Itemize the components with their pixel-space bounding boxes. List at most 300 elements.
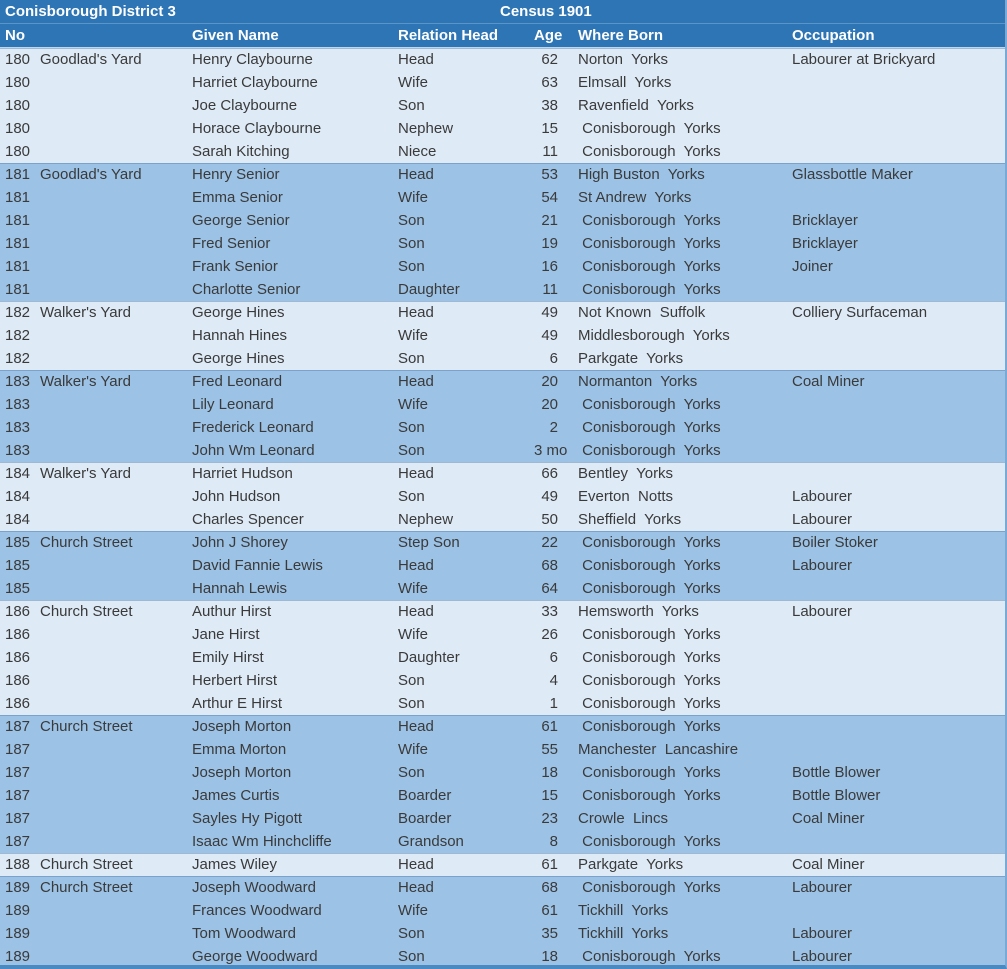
cell-relation_head[interactable]: Head: [398, 166, 434, 183]
cell-no[interactable]: 189: [5, 879, 31, 896]
cell-where_born[interactable]: Conisborough Yorks: [578, 626, 721, 643]
cell-no[interactable]: 181: [5, 235, 31, 252]
cell-no[interactable]: 180: [5, 120, 31, 137]
cell-relation_head[interactable]: Son: [398, 212, 425, 229]
cell-age[interactable]: 11: [542, 143, 558, 160]
cell-no[interactable]: 187: [5, 787, 31, 804]
cell-given_name[interactable]: Hannah Lewis: [192, 580, 288, 597]
cell-no[interactable]: 187: [5, 718, 31, 735]
cell-age[interactable]: 19: [541, 235, 558, 252]
cell-relation_head[interactable]: Head: [398, 557, 434, 574]
cell-occupation[interactable]: Labourer: [792, 879, 853, 896]
cell-occupation[interactable]: Bottle Blower: [792, 787, 881, 804]
cell-where_born[interactable]: Conisborough Yorks: [578, 442, 721, 459]
cell-age[interactable]: 16: [541, 258, 558, 275]
cell-occupation[interactable]: Labourer: [792, 511, 853, 528]
cell-age[interactable]: 23: [541, 810, 558, 827]
cell-occupation[interactable]: [792, 186, 1005, 209]
cell-where_born[interactable]: Conisborough Yorks: [578, 764, 721, 781]
cell-address[interactable]: [38, 623, 190, 646]
cell-relation_head[interactable]: Boarder: [398, 810, 452, 827]
cell-age[interactable]: 68: [541, 879, 558, 896]
cell-where_born[interactable]: Normanton Yorks: [578, 373, 698, 390]
cell-given_name[interactable]: George Woodward: [192, 948, 318, 965]
cell-no[interactable]: 186: [5, 649, 31, 666]
cell-address[interactable]: [38, 761, 190, 784]
cell-no[interactable]: 183: [5, 396, 31, 413]
table-body: [0, 48, 1005, 968]
cell-relation_head[interactable]: Son: [398, 948, 425, 965]
cell-given_name[interactable]: Emily Hirst: [192, 649, 264, 666]
cell-no[interactable]: 181: [5, 281, 31, 298]
cell-age[interactable]: 64: [541, 580, 558, 597]
cell-given_name[interactable]: Emma Senior: [192, 189, 283, 206]
cell-age[interactable]: 53: [541, 166, 558, 183]
cell-where_born[interactable]: Sheffield Yorks: [578, 511, 682, 528]
cell-address[interactable]: [38, 738, 190, 761]
cell-address[interactable]: Walker's Yard: [40, 373, 131, 390]
cell-no[interactable]: 181: [5, 212, 31, 229]
cell-no[interactable]: 186: [5, 672, 31, 689]
cell-given_name[interactable]: Frances Woodward: [192, 902, 322, 919]
cell-given_name[interactable]: Joseph Morton: [192, 718, 292, 735]
cell-age[interactable]: 6: [549, 649, 558, 666]
cell-age[interactable]: 62: [541, 51, 558, 68]
cell-relation_head[interactable]: Son: [398, 764, 425, 781]
cell-relation_head[interactable]: Head: [398, 879, 434, 896]
cell-where_born[interactable]: Conisborough Yorks: [578, 396, 721, 413]
cell-given_name[interactable]: Charles Spencer: [192, 511, 304, 528]
cell-address[interactable]: [38, 646, 190, 669]
cell-address[interactable]: [38, 554, 190, 577]
cell-age[interactable]: 8: [549, 833, 558, 850]
cell-age[interactable]: 11: [542, 281, 558, 298]
cell-age[interactable]: 49: [541, 304, 558, 321]
cell-no[interactable]: 181: [5, 166, 31, 183]
cell-occupation[interactable]: Labourer: [792, 948, 853, 965]
cell-age[interactable]: 35: [541, 925, 558, 942]
table-row: [0, 439, 1005, 462]
cell-relation_head[interactable]: Head: [398, 51, 434, 68]
cell-where_born[interactable]: Conisborough Yorks: [578, 212, 721, 229]
cell-where_born[interactable]: Conisborough Yorks: [578, 672, 721, 689]
cell-given_name[interactable]: John Wm Leonard: [192, 442, 315, 459]
cell-relation_head[interactable]: Son: [398, 97, 425, 114]
cell-no[interactable]: 180: [5, 74, 31, 91]
cell-age[interactable]: 54: [541, 189, 558, 206]
cell-no[interactable]: 188: [5, 856, 31, 873]
cell-no[interactable]: 187: [5, 810, 31, 827]
cell-where_born[interactable]: Conisborough Yorks: [578, 833, 721, 850]
cell-occupation[interactable]: [792, 646, 1005, 669]
table-row: [0, 278, 1005, 301]
table-row: [0, 577, 1005, 600]
cell-relation_head[interactable]: Son: [398, 695, 425, 712]
cell-age[interactable]: 49: [541, 327, 558, 344]
cell-occupation[interactable]: [792, 393, 1005, 416]
cell-relation_head[interactable]: Wife: [398, 74, 428, 91]
cell-relation_head[interactable]: Son: [398, 258, 425, 275]
cell-address[interactable]: [38, 232, 190, 255]
cell-no[interactable]: 187: [5, 833, 31, 850]
cell-address[interactable]: [38, 278, 190, 301]
cell-given_name[interactable]: Sarah Kitching: [192, 143, 290, 160]
cell-occupation[interactable]: [792, 71, 1005, 94]
cell-age[interactable]: 22: [541, 534, 558, 551]
cell-address[interactable]: Church Street: [40, 856, 133, 873]
cell-where_born[interactable]: Tickhill Yorks: [578, 902, 669, 919]
cell-given_name[interactable]: Charlotte Senior: [192, 281, 301, 298]
cell-given_name[interactable]: Horace Claybourne: [192, 120, 322, 137]
cell-given_name[interactable]: Jane Hirst: [192, 626, 260, 643]
cell-relation_head[interactable]: Step Son: [398, 534, 460, 551]
cell-where_born[interactable]: Conisborough Yorks: [578, 948, 721, 965]
table-row: [0, 715, 1005, 738]
cell-occupation[interactable]: Boiler Stoker: [792, 534, 878, 551]
cell-no[interactable]: 186: [5, 695, 31, 712]
cell-address[interactable]: [38, 577, 190, 600]
cell-relation_head[interactable]: Daughter: [398, 649, 460, 666]
cell-where_born[interactable]: Conisborough Yorks: [578, 787, 721, 804]
cell-no[interactable]: 182: [5, 327, 31, 344]
cell-relation_head[interactable]: Son: [398, 672, 425, 689]
cell-occupation[interactable]: [792, 140, 1005, 163]
cell-where_born[interactable]: Elmsall Yorks: [578, 74, 672, 91]
cell-age[interactable]: 33: [541, 603, 558, 620]
cell-where_born[interactable]: Conisborough Yorks: [578, 281, 721, 298]
cell-relation_head[interactable]: Daughter: [398, 281, 460, 298]
cell-age[interactable]: 18: [541, 948, 558, 965]
cell-given_name[interactable]: John J Shorey: [192, 534, 288, 551]
cell-given_name[interactable]: Emma Morton: [192, 741, 287, 758]
cell-age[interactable]: 6: [549, 350, 558, 367]
cell-no[interactable]: 180: [5, 97, 31, 114]
cell-occupation[interactable]: Labourer at Brickyard: [792, 51, 936, 68]
cell-address[interactable]: [38, 140, 190, 163]
cell-occupation[interactable]: Bricklayer: [792, 235, 858, 252]
cell-occupation[interactable]: [792, 347, 1005, 370]
column-header-where_born[interactable]: Where Born: [578, 27, 664, 44]
cell-where_born[interactable]: Conisborough Yorks: [578, 695, 721, 712]
cell-where_born[interactable]: Norton Yorks: [578, 51, 669, 68]
cell-address[interactable]: [38, 347, 190, 370]
cell-occupation[interactable]: [792, 669, 1005, 692]
cell-occupation[interactable]: [792, 462, 1005, 485]
cell-where_born[interactable]: Not Known Suffolk: [578, 304, 706, 321]
cell-relation_head[interactable]: Head: [398, 465, 434, 482]
cell-no[interactable]: 189: [5, 902, 31, 919]
cell-age[interactable]: 61: [541, 902, 558, 919]
cell-given_name[interactable]: Harriet Hudson: [192, 465, 293, 482]
cell-occupation[interactable]: [792, 577, 1005, 600]
cell-no[interactable]: 185: [5, 557, 31, 574]
cell-where_born[interactable]: Crowle Lincs: [578, 810, 669, 827]
cell-given_name[interactable]: Joseph Morton: [192, 764, 292, 781]
cell-no[interactable]: 180: [5, 51, 31, 68]
cell-age[interactable]: 55: [541, 741, 558, 758]
cell-occupation[interactable]: Glassbottle Maker: [792, 166, 913, 183]
table-row: [0, 692, 1005, 715]
cell-no[interactable]: 186: [5, 603, 31, 620]
cell-no[interactable]: 185: [5, 534, 31, 551]
table-row: [0, 416, 1005, 439]
cell-relation_head[interactable]: Wife: [398, 396, 428, 413]
cell-where_born[interactable]: Conisborough Yorks: [578, 235, 721, 252]
cell-occupation[interactable]: [792, 278, 1005, 301]
cell-occupation[interactable]: Labourer: [792, 488, 853, 505]
cell-address[interactable]: [38, 922, 190, 945]
cell-where_born[interactable]: St Andrew Yorks: [578, 189, 692, 206]
cell-no[interactable]: 189: [5, 925, 31, 942]
cell-no[interactable]: 182: [5, 304, 31, 321]
cell-age[interactable]: 61: [541, 718, 558, 735]
cell-age[interactable]: 50: [541, 511, 558, 528]
cell-where_born[interactable]: Parkgate Yorks: [578, 856, 684, 873]
cell-address[interactable]: Goodlad's Yard: [40, 166, 142, 183]
cell-relation_head[interactable]: Boarder: [398, 787, 452, 804]
cell-no[interactable]: 180: [5, 143, 31, 160]
cell-address[interactable]: [38, 71, 190, 94]
cell-given_name[interactable]: Lily Leonard: [192, 396, 274, 413]
cell-no[interactable]: 183: [5, 442, 31, 459]
cell-where_born[interactable]: Hemsworth Yorks: [578, 603, 699, 620]
cell-relation_head[interactable]: Son: [398, 350, 425, 367]
cell-where_born[interactable]: Conisborough Yorks: [578, 649, 721, 666]
cell-relation_head[interactable]: Son: [398, 419, 425, 436]
cell-address[interactable]: [38, 324, 190, 347]
cell-occupation[interactable]: Coal Miner: [792, 373, 865, 390]
cell-occupation[interactable]: [792, 416, 1005, 439]
cell-occupation[interactable]: Coal Miner: [792, 856, 865, 873]
cell-given_name[interactable]: George Hines: [192, 350, 285, 367]
cell-address[interactable]: [38, 945, 190, 968]
cell-given_name[interactable]: Fred Leonard: [192, 373, 283, 390]
cell-no[interactable]: 187: [5, 741, 31, 758]
cell-where_born[interactable]: Ravenfield Yorks: [578, 97, 694, 114]
cell-occupation[interactable]: [792, 94, 1005, 117]
cell-relation_head[interactable]: Niece: [398, 143, 437, 160]
cell-given_name[interactable]: David Fannie Lewis: [192, 557, 323, 574]
cell-no[interactable]: 182: [5, 350, 31, 367]
cell-relation_head[interactable]: Head: [398, 856, 434, 873]
household-group-185: [0, 531, 1005, 600]
cell-given_name[interactable]: Henry Senior: [192, 166, 280, 183]
cell-given_name[interactable]: Isaac Wm Hinchcliffe: [192, 833, 332, 850]
cell-occupation[interactable]: Labourer: [792, 603, 853, 620]
cell-address[interactable]: [38, 669, 190, 692]
column-header-no[interactable]: No: [5, 27, 25, 44]
column-header-given_name[interactable]: Given Name: [192, 27, 279, 44]
table-row: [0, 531, 1005, 554]
cell-given_name[interactable]: Authur Hirst: [192, 603, 272, 620]
cell-where_born[interactable]: Bentley Yorks: [578, 465, 674, 482]
cell-given_name[interactable]: Herbert Hirst: [192, 672, 278, 689]
table-row: [0, 71, 1005, 94]
cell-age[interactable]: 21: [541, 212, 558, 229]
cell-given_name[interactable]: Joseph Woodward: [192, 879, 316, 896]
cell-relation_head[interactable]: Wife: [398, 189, 428, 206]
census-title[interactable]: Census 1901: [500, 3, 592, 20]
cell-address[interactable]: [38, 830, 190, 853]
cell-where_born[interactable]: Conisborough Yorks: [578, 534, 721, 551]
cell-relation_head[interactable]: Son: [398, 488, 425, 505]
cell-given_name[interactable]: James Curtis: [192, 787, 280, 804]
cell-address[interactable]: [38, 94, 190, 117]
cell-relation_head[interactable]: Head: [398, 718, 434, 735]
cell-relation_head[interactable]: Head: [398, 603, 434, 620]
cell-where_born[interactable]: Conisborough Yorks: [578, 879, 721, 896]
cell-address[interactable]: Church Street: [40, 718, 133, 735]
cell-relation_head[interactable]: Wife: [398, 327, 428, 344]
cell-age[interactable]: 18: [541, 764, 558, 781]
cell-where_born[interactable]: Manchester Lancashire: [578, 741, 739, 758]
cell-where_born[interactable]: Conisborough Yorks: [578, 580, 721, 597]
cell-address[interactable]: [38, 209, 190, 232]
cell-age[interactable]: 4: [549, 672, 558, 689]
cell-relation_head[interactable]: Son: [398, 925, 425, 942]
cell-address[interactable]: [38, 899, 190, 922]
cell-given_name[interactable]: Frank Senior: [192, 258, 278, 275]
cell-where_born[interactable]: Conisborough Yorks: [578, 419, 721, 436]
cell-occupation[interactable]: [792, 692, 1005, 715]
cell-given_name[interactable]: Sayles Hy Pigott: [192, 810, 303, 827]
cell-relation_head[interactable]: Nephew: [398, 511, 454, 528]
table-row: [0, 232, 1005, 255]
cell-given_name[interactable]: George Senior: [192, 212, 290, 229]
cell-given_name[interactable]: James Wiley: [192, 856, 278, 873]
cell-age[interactable]: 3 mo: [534, 442, 568, 459]
cell-address[interactable]: [38, 784, 190, 807]
cell-occupation[interactable]: Labourer: [792, 557, 853, 574]
cell-address[interactable]: [38, 117, 190, 140]
cell-age[interactable]: 20: [541, 396, 558, 413]
cell-occupation[interactable]: Bottle Blower: [792, 764, 881, 781]
cell-given_name[interactable]: Henry Claybourne: [192, 51, 313, 68]
cell-address[interactable]: [38, 508, 190, 531]
cell-given_name[interactable]: Harriet Claybourne: [192, 74, 318, 91]
cell-address[interactable]: Church Street: [40, 603, 133, 620]
cell-relation_head[interactable]: Head: [398, 373, 434, 390]
cell-age[interactable]: 49: [541, 488, 558, 505]
cell-no[interactable]: 187: [5, 764, 31, 781]
cell-no[interactable]: 183: [5, 419, 31, 436]
cell-where_born[interactable]: Conisborough Yorks: [578, 557, 721, 574]
cell-no[interactable]: 186: [5, 626, 31, 643]
cell-address[interactable]: Church Street: [40, 879, 133, 896]
cell-given_name[interactable]: Fred Senior: [192, 235, 271, 252]
cell-where_born[interactable]: Everton Notts: [578, 488, 674, 505]
cell-no[interactable]: 184: [5, 465, 31, 482]
cell-occupation[interactable]: Colliery Surfaceman: [792, 304, 928, 321]
cell-address[interactable]: [38, 416, 190, 439]
cell-occupation[interactable]: [792, 623, 1005, 646]
cell-no[interactable]: 189: [5, 948, 31, 965]
district-title[interactable]: Conisborough District 3: [5, 3, 176, 20]
cell-occupation[interactable]: [792, 899, 1005, 922]
cell-occupation[interactable]: [792, 738, 1005, 761]
cell-occupation[interactable]: [792, 715, 1005, 738]
cell-occupation[interactable]: [792, 324, 1005, 347]
cell-address[interactable]: [38, 439, 190, 462]
cell-where_born[interactable]: Parkgate Yorks: [578, 350, 684, 367]
cell-address[interactable]: [38, 807, 190, 830]
cell-age[interactable]: 15: [541, 120, 558, 137]
column-header-age[interactable]: Age: [534, 27, 563, 44]
cell-address[interactable]: [38, 485, 190, 508]
cell-occupation[interactable]: Joiner: [792, 258, 833, 275]
cell-age[interactable]: 2: [549, 419, 558, 436]
column-header-address[interactable]: [38, 24, 190, 47]
cell-address[interactable]: Church Street: [40, 534, 133, 551]
cell-relation_head[interactable]: Grandson: [398, 833, 464, 850]
cell-address[interactable]: [38, 692, 190, 715]
cell-where_born[interactable]: Tickhill Yorks: [578, 925, 669, 942]
cell-no[interactable]: 181: [5, 258, 31, 275]
cell-no[interactable]: 184: [5, 488, 31, 505]
cell-age[interactable]: 63: [541, 74, 558, 91]
cell-occupation[interactable]: Coal Miner: [792, 810, 865, 827]
column-header-occupation[interactable]: Occupation: [792, 27, 875, 44]
cell-where_born[interactable]: Conisborough Yorks: [578, 258, 721, 275]
cell-occupation[interactable]: Labourer: [792, 925, 853, 942]
cell-given_name[interactable]: George Hines: [192, 304, 285, 321]
cell-where_born[interactable]: High Buston Yorks: [578, 166, 705, 183]
cell-no[interactable]: 184: [5, 511, 31, 528]
cell-age[interactable]: 20: [541, 373, 558, 390]
cell-age[interactable]: 26: [541, 626, 558, 643]
cell-age[interactable]: 61: [541, 856, 558, 873]
cell-relation_head[interactable]: Nephew: [398, 120, 454, 137]
cell-relation_head[interactable]: Wife: [398, 626, 428, 643]
cell-occupation[interactable]: [792, 117, 1005, 140]
cell-relation_head[interactable]: Son: [398, 442, 425, 459]
cell-given_name[interactable]: Joe Claybourne: [192, 97, 298, 114]
cell-relation_head[interactable]: Head: [398, 304, 434, 321]
cell-given_name[interactable]: Hannah Hines: [192, 327, 288, 344]
cell-address[interactable]: Walker's Yard: [40, 465, 131, 482]
cell-occupation[interactable]: Bricklayer: [792, 212, 858, 229]
cell-given_name[interactable]: Tom Woodward: [192, 925, 296, 942]
cell-age[interactable]: 15: [541, 787, 558, 804]
cell-address[interactable]: [38, 255, 190, 278]
cell-address[interactable]: Goodlad's Yard: [40, 51, 142, 68]
cell-no[interactable]: 185: [5, 580, 31, 597]
cell-occupation[interactable]: [792, 830, 1005, 853]
cell-age[interactable]: 1: [549, 695, 558, 712]
cell-where_born[interactable]: Conisborough Yorks: [578, 120, 721, 137]
cell-age[interactable]: 68: [541, 557, 558, 574]
cell-address[interactable]: [38, 393, 190, 416]
column-header-relation_head[interactable]: Relation Head: [398, 27, 499, 44]
cell-relation_head[interactable]: Wife: [398, 580, 428, 597]
cell-given_name[interactable]: Arthur E Hirst: [192, 695, 283, 712]
cell-given_name[interactable]: John Hudson: [192, 488, 281, 505]
cell-where_born[interactable]: Conisborough Yorks: [578, 143, 721, 160]
cell-where_born[interactable]: Conisborough Yorks: [578, 718, 721, 735]
cell-relation_head[interactable]: Wife: [398, 902, 428, 919]
cell-relation_head[interactable]: Wife: [398, 741, 428, 758]
cell-occupation[interactable]: [792, 439, 1005, 462]
cell-relation_head[interactable]: Son: [398, 235, 425, 252]
cell-address[interactable]: [38, 186, 190, 209]
cell-age[interactable]: 66: [541, 465, 558, 482]
cell-given_name[interactable]: Frederick Leonard: [192, 419, 314, 436]
cell-no[interactable]: 181: [5, 189, 31, 206]
cell-age[interactable]: 38: [541, 97, 558, 114]
cell-no[interactable]: 183: [5, 373, 31, 390]
cell-where_born[interactable]: Middlesborough Yorks: [578, 327, 730, 344]
cell-address[interactable]: Walker's Yard: [40, 304, 131, 321]
